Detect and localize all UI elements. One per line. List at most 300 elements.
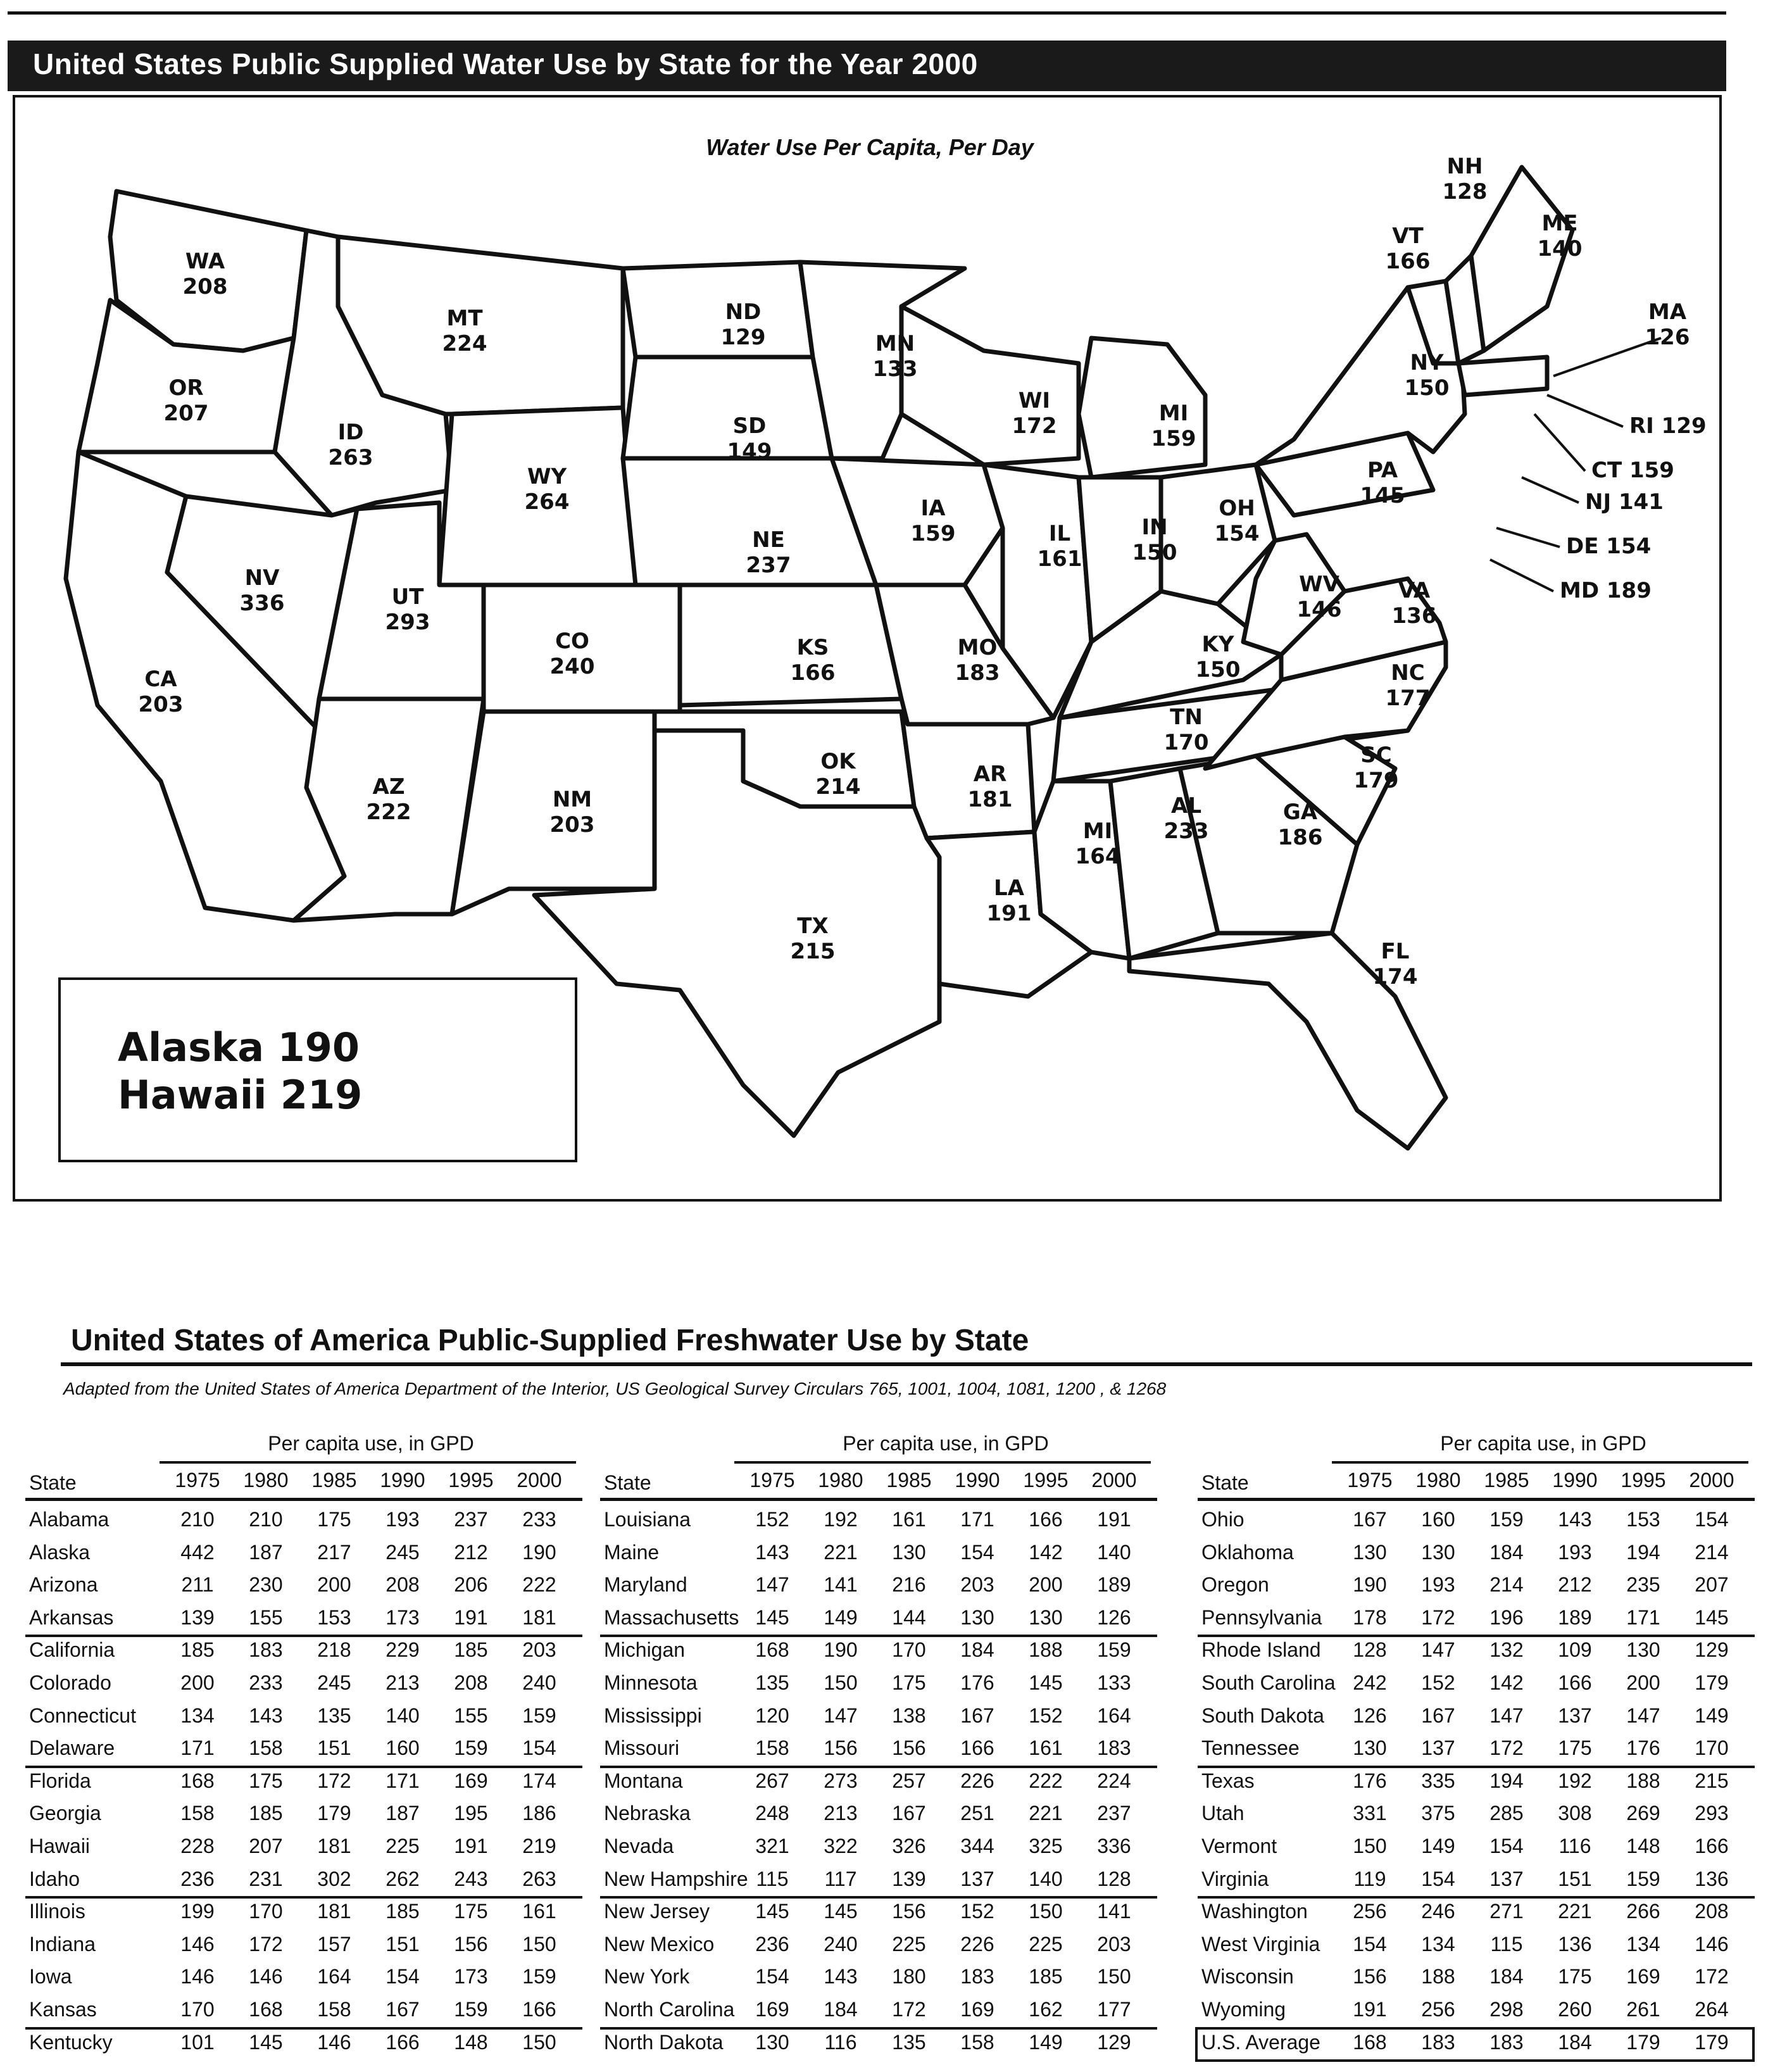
value-cell: 101 [180, 2030, 215, 2054]
value-cell: 260 [1558, 1998, 1592, 2021]
state-name-cell: Idaho [29, 1867, 80, 1890]
bottom-group-rule [25, 2027, 582, 2030]
group-header: Per capita use, in GPD [843, 1432, 1049, 1455]
value-cell: 194 [1489, 1769, 1524, 1792]
label-TX: TX 215 [790, 914, 836, 964]
value-cell: 130 [1029, 1605, 1063, 1629]
value-cell: 151 [1558, 1867, 1592, 1890]
value-cell: 212 [454, 1540, 488, 1564]
label-TN: TN 170 [1163, 705, 1209, 755]
value-cell: 158 [960, 2030, 994, 2054]
state-name-cell: Hawaii [29, 1835, 91, 1857]
state-ND [623, 262, 813, 357]
value-cell: 145 [1029, 1671, 1063, 1694]
value-cell: 256 [1421, 1998, 1455, 2021]
group-rule [1198, 1896, 1755, 1899]
value-cell: 136 [1695, 1867, 1729, 1890]
state-name-cell: South Carolina [1201, 1671, 1336, 1694]
value-cell: 171 [386, 1769, 420, 1792]
value-cell: 172 [317, 1769, 351, 1792]
value-cell: 171 [1626, 1605, 1660, 1629]
value-cell: 237 [454, 1508, 488, 1531]
value-cell: 175 [317, 1508, 351, 1531]
value-cell: 169 [1626, 1965, 1660, 1988]
value-cell: 145 [1695, 1605, 1729, 1629]
alaska-hawaii-inset [58, 977, 577, 1162]
value-cell: 170 [1695, 1736, 1729, 1760]
value-cell: 344 [960, 1835, 994, 1857]
state-name-cell: Illinois [29, 1900, 85, 1923]
value-cell: 203 [522, 1638, 556, 1662]
year-header: 1995 [448, 1469, 494, 1491]
value-cell: 191 [1097, 1508, 1131, 1531]
value-cell: 181 [522, 1605, 556, 1629]
state-AR [901, 712, 1034, 838]
value-cell: 155 [454, 1704, 488, 1727]
value-cell: 159 [454, 1998, 488, 2021]
label-VA: VA 136 [1391, 578, 1437, 629]
value-cell: 261 [1626, 1998, 1660, 2021]
value-cell: 166 [386, 2030, 420, 2054]
state-name-cell: New Jersey [604, 1900, 710, 1923]
value-cell: 168 [180, 1769, 215, 1792]
value-cell: 139 [892, 1867, 926, 1890]
state-name-cell: Wisconsin [1201, 1965, 1294, 1988]
value-cell: 173 [454, 1965, 488, 1988]
label-IL: IL 161 [1037, 521, 1082, 572]
state-name-cell: Virginia [1201, 1867, 1269, 1890]
year-header: 1980 [818, 1469, 863, 1491]
us-average-box [1195, 2027, 1755, 2063]
value-cell: 135 [892, 2030, 926, 2054]
label-LA: LA 191 [986, 876, 1032, 926]
value-cell: 149 [1029, 2030, 1063, 2054]
value-cell: 221 [1558, 1900, 1592, 1923]
value-cell: 161 [522, 1900, 556, 1923]
value-cell: 208 [386, 1573, 420, 1597]
year-header: 1985 [311, 1469, 357, 1491]
group-rule [1198, 1635, 1755, 1637]
group-header-rule [734, 1461, 1151, 1464]
year-header: 1975 [175, 1469, 220, 1491]
label-GA: GA 186 [1277, 800, 1323, 850]
value-cell: 167 [1421, 1704, 1455, 1727]
value-cell: 236 [755, 1932, 789, 1956]
group-header-rule [1332, 1461, 1748, 1464]
value-cell: 169 [454, 1769, 488, 1792]
value-cell: 167 [892, 1802, 926, 1825]
value-cell: 321 [755, 1835, 789, 1857]
value-cell: 154 [960, 1540, 994, 1564]
year-header: 1980 [243, 1469, 289, 1491]
value-cell: 161 [1029, 1736, 1063, 1760]
table-block [25, 1432, 582, 2065]
value-cell: 169 [755, 1998, 789, 2021]
table-source: Adapted from the United States of America Department of the Interior, US Geological Survey Circulars 765, 1001, 1004, 1081, 1200 , & 1268 [63, 1379, 1167, 1398]
value-cell: 147 [1421, 1638, 1455, 1662]
value-cell: 167 [386, 1998, 420, 2021]
value-cell: 134 [1421, 1932, 1455, 1956]
value-cell: 146 [180, 1932, 215, 1956]
state-name-cell: Florida [29, 1769, 91, 1792]
value-cell: 154 [1421, 1867, 1455, 1890]
label-ID: ID 263 [328, 420, 373, 470]
value-cell: 153 [317, 1605, 351, 1629]
value-cell: 160 [386, 1736, 420, 1760]
value-cell: 203 [960, 1573, 994, 1597]
state-WI [901, 306, 1079, 465]
value-cell: 138 [892, 1704, 926, 1727]
value-cell: 154 [1489, 1835, 1524, 1857]
label-NC: NC 177 [1385, 660, 1431, 711]
value-cell: 184 [1489, 1540, 1524, 1564]
value-cell: 172 [249, 1932, 283, 1956]
value-cell: 285 [1489, 1802, 1524, 1825]
value-cell: 156 [892, 1900, 926, 1923]
value-cell: 233 [249, 1671, 283, 1694]
label-NH: NH 128 [1442, 154, 1488, 204]
header-rule [600, 1498, 1157, 1501]
label-OK: OK 214 [815, 749, 861, 800]
value-cell: 162 [1029, 1998, 1063, 2021]
value-cell: 146 [317, 2030, 351, 2054]
header-rule [1198, 1498, 1755, 1501]
value-cell: 179 [1626, 2030, 1660, 2054]
value-cell: 145 [824, 1900, 858, 1923]
value-cell: 150 [1353, 1835, 1387, 1857]
value-cell: 218 [317, 1638, 351, 1662]
label-MI: MI 159 [1151, 401, 1196, 451]
value-cell: 210 [180, 1508, 215, 1531]
label-IN: IN 150 [1132, 515, 1177, 565]
label-AR: AR 181 [967, 762, 1013, 812]
value-cell: 442 [180, 1540, 215, 1564]
value-cell: 176 [1626, 1736, 1660, 1760]
value-cell: 153 [1626, 1508, 1660, 1531]
group-rule [600, 1766, 1157, 1768]
value-cell: 148 [1626, 1835, 1660, 1857]
value-cell: 150 [824, 1671, 858, 1694]
state-header: State [29, 1471, 77, 1494]
value-cell: 159 [1626, 1867, 1660, 1890]
value-cell: 222 [522, 1573, 556, 1597]
value-cell: 185 [249, 1802, 283, 1825]
group-rule [25, 1766, 582, 1768]
label-WV: WV 146 [1296, 572, 1342, 622]
value-cell: 135 [317, 1704, 351, 1727]
value-cell: 190 [1353, 1573, 1387, 1597]
header-rule [25, 1498, 582, 1501]
state-name-cell: Nevada [604, 1835, 674, 1857]
value-cell: 130 [892, 1540, 926, 1564]
value-cell: 156 [454, 1932, 488, 1956]
group-header: Per capita use, in GPD [1440, 1432, 1646, 1455]
value-cell: 177 [1097, 1998, 1131, 2021]
label-CT: CT 159 [1591, 458, 1674, 483]
state-name-cell: Rhode Island [1201, 1638, 1321, 1662]
state-name-cell: Georgia [29, 1802, 101, 1825]
state-name-cell: Montana [604, 1769, 683, 1792]
value-cell: 168 [249, 1998, 283, 2021]
value-cell: 195 [454, 1802, 488, 1825]
state-name-cell: Kentucky [29, 2030, 113, 2054]
state-name-cell: West Virginia [1201, 1932, 1320, 1956]
state-name-cell: Arkansas [29, 1605, 114, 1629]
state-name-cell: New Mexico [604, 1932, 715, 1956]
value-cell: 293 [1695, 1802, 1729, 1825]
value-cell: 130 [1353, 1540, 1387, 1564]
value-cell: 221 [1029, 1802, 1063, 1825]
value-cell: 147 [755, 1573, 789, 1597]
state-name-cell: Massachusetts [604, 1605, 739, 1629]
value-cell: 140 [1029, 1867, 1063, 1890]
table-block [600, 1432, 1157, 2065]
year-header: 1985 [1484, 1469, 1529, 1491]
state-name-cell: Louisiana [604, 1508, 691, 1531]
value-cell: 126 [1097, 1605, 1131, 1629]
value-cell: 185 [454, 1638, 488, 1662]
value-cell: 200 [317, 1573, 351, 1597]
value-cell: 207 [1695, 1573, 1729, 1597]
value-cell: 169 [960, 1998, 994, 2021]
value-cell: 179 [317, 1802, 351, 1825]
value-cell: 180 [892, 1965, 926, 1988]
value-cell: 151 [386, 1932, 420, 1956]
value-cell: 152 [960, 1900, 994, 1923]
group-rule [25, 1635, 582, 1637]
state-name-cell: Tennessee [1201, 1736, 1300, 1760]
value-cell: 134 [180, 1704, 215, 1727]
value-cell: 175 [454, 1900, 488, 1923]
state-name-cell: Connecticut [29, 1704, 136, 1727]
value-cell: 137 [1489, 1867, 1524, 1890]
value-cell: 161 [892, 1508, 926, 1531]
value-cell: 166 [522, 1998, 556, 2021]
value-cell: 215 [1695, 1769, 1729, 1792]
state-name-cell: Texas [1201, 1769, 1255, 1792]
state-name-cell: North Carolina [604, 1998, 735, 2021]
value-cell: 235 [1626, 1573, 1660, 1597]
value-cell: 140 [1097, 1540, 1131, 1564]
value-cell: 203 [1097, 1932, 1131, 1956]
label-NE: NE 237 [746, 527, 791, 578]
value-cell: 242 [1353, 1671, 1387, 1694]
value-cell: 240 [824, 1932, 858, 1956]
value-cell: 248 [755, 1802, 789, 1825]
value-cell: 155 [249, 1605, 283, 1629]
label-SC: SC 179 [1353, 743, 1399, 793]
value-cell: 147 [1626, 1704, 1660, 1727]
value-cell: 214 [1695, 1540, 1729, 1564]
value-cell: 160 [1421, 1508, 1455, 1531]
year-header: 2000 [1091, 1469, 1137, 1491]
value-cell: 146 [180, 1965, 215, 1988]
label-MT: MT 224 [442, 306, 487, 356]
value-cell: 200 [1626, 1671, 1660, 1694]
value-cell: 156 [824, 1736, 858, 1760]
value-cell: 166 [1558, 1671, 1592, 1694]
value-cell: 228 [180, 1835, 215, 1857]
label-MS: MI 164 [1075, 819, 1120, 869]
value-cell: 140 [386, 1704, 420, 1727]
value-cell: 170 [892, 1638, 926, 1662]
value-cell: 150 [1097, 1965, 1131, 1988]
value-cell: 186 [522, 1802, 556, 1825]
value-cell: 149 [1421, 1835, 1455, 1857]
value-cell: 154 [386, 1965, 420, 1988]
value-cell: 172 [1489, 1736, 1524, 1760]
year-header: 1995 [1023, 1469, 1069, 1491]
label-OH: OH 154 [1214, 496, 1260, 546]
value-cell: 181 [317, 1835, 351, 1857]
value-cell: 262 [386, 1867, 420, 1890]
year-header: 1975 [1347, 1469, 1393, 1491]
value-cell: 200 [1029, 1573, 1063, 1597]
state-name-cell: Oregon [1201, 1573, 1269, 1597]
top-rule [8, 11, 1726, 15]
value-cell: 257 [892, 1769, 926, 1792]
year-header: 1990 [955, 1469, 1000, 1491]
state-name-cell: Alaska [29, 1540, 91, 1564]
value-cell: 133 [1097, 1671, 1131, 1694]
value-cell: 136 [1558, 1932, 1592, 1956]
state-name-cell: Delaware [29, 1736, 115, 1760]
state-name-cell: Nebraska [604, 1802, 691, 1825]
value-cell: 192 [824, 1508, 858, 1531]
value-cell: 184 [1489, 1965, 1524, 1988]
label-MO: MO 183 [955, 635, 1000, 686]
value-cell: 225 [386, 1835, 420, 1857]
value-cell: 150 [522, 2030, 556, 2054]
value-cell: 302 [317, 1867, 351, 1890]
value-cell: 217 [317, 1540, 351, 1564]
value-cell: 170 [180, 1998, 215, 2021]
label-WY: WY 264 [524, 464, 570, 515]
value-cell: 157 [317, 1932, 351, 1956]
value-cell: 230 [249, 1573, 283, 1597]
label-WA: WA 208 [182, 249, 228, 299]
state-name-cell: Indiana [29, 1932, 96, 1956]
value-cell: 183 [249, 1638, 283, 1662]
value-cell: 214 [1489, 1573, 1524, 1597]
value-cell: 142 [1029, 1540, 1063, 1564]
value-cell: 226 [960, 1932, 994, 1956]
value-cell: 139 [180, 1605, 215, 1629]
value-cell: 226 [960, 1769, 994, 1792]
value-cell: 211 [181, 1573, 214, 1597]
year-header: 1995 [1621, 1469, 1666, 1491]
label-AZ: AZ 222 [366, 774, 411, 825]
value-cell: 189 [1097, 1573, 1131, 1597]
value-cell: 143 [824, 1965, 858, 1988]
group-rule [600, 1635, 1157, 1637]
value-cell: 146 [249, 1965, 283, 1988]
value-cell: 185 [386, 1900, 420, 1923]
value-cell: 152 [1029, 1704, 1063, 1727]
map-subtitle: Water Use Per Capita, Per Day [706, 134, 1034, 160]
year-header: 1980 [1415, 1469, 1461, 1491]
value-cell: 159 [1489, 1508, 1524, 1531]
label-CO: CO 240 [549, 629, 595, 679]
value-cell: 188 [1626, 1769, 1660, 1792]
value-cell: 181 [317, 1900, 351, 1923]
value-cell: 130 [1626, 1638, 1660, 1662]
group-header-rule [160, 1461, 576, 1464]
label-ME: ME 140 [1537, 211, 1583, 261]
value-cell: 129 [1695, 1638, 1729, 1662]
value-cell: 175 [1558, 1965, 1592, 1988]
value-cell: 135 [755, 1671, 789, 1694]
value-cell: 194 [1626, 1540, 1660, 1564]
label-NM: NM 203 [549, 787, 595, 838]
state-name-cell: North Dakota [604, 2030, 724, 2054]
value-cell: 243 [454, 1867, 488, 1890]
value-cell: 158 [317, 1998, 351, 2021]
value-cell: 263 [522, 1867, 556, 1890]
value-cell: 130 [755, 2030, 789, 2054]
value-cell: 154 [755, 1965, 789, 1988]
group-rule [25, 1896, 582, 1899]
value-cell: 185 [180, 1638, 215, 1662]
value-cell: 256 [1353, 1900, 1387, 1923]
value-cell: 152 [1421, 1671, 1455, 1694]
value-cell: 221 [824, 1540, 858, 1564]
state-KS [680, 585, 901, 705]
value-cell: 159 [522, 1965, 556, 1988]
value-cell: 222 [1029, 1769, 1063, 1792]
value-cell: 145 [755, 1605, 789, 1629]
value-cell: 175 [892, 1671, 926, 1694]
group-rule [600, 1896, 1157, 1899]
map-title: United States Public Supplied Water Use by State for the Year 2000 [33, 47, 978, 80]
state-name-cell: New York [604, 1965, 690, 1988]
map-frame [13, 95, 1722, 1202]
value-cell: 144 [892, 1605, 926, 1629]
label-UT: UT 293 [385, 584, 430, 635]
value-cell: 159 [454, 1736, 488, 1760]
value-cell: 216 [892, 1573, 926, 1597]
value-cell: 128 [1353, 1638, 1387, 1662]
value-cell: 132 [1489, 1638, 1524, 1662]
value-cell: 193 [1421, 1573, 1455, 1597]
label-RI: RI 129 [1629, 413, 1707, 439]
value-cell: 184 [960, 1638, 994, 1662]
value-cell: 158 [180, 1802, 215, 1825]
value-cell: 149 [824, 1605, 858, 1629]
value-cell: 208 [454, 1671, 488, 1694]
value-cell: 191 [454, 1605, 488, 1629]
value-cell: 183 [1421, 2030, 1455, 2054]
value-cell: 240 [522, 1671, 556, 1694]
value-cell: 128 [1097, 1867, 1131, 1890]
value-cell: 151 [317, 1736, 351, 1760]
value-cell: 219 [522, 1835, 556, 1857]
value-cell: 179 [1695, 1671, 1729, 1694]
state-name-cell: New Hampshire [604, 1867, 748, 1890]
value-cell: 156 [892, 1736, 926, 1760]
value-cell: 183 [1097, 1736, 1131, 1760]
value-cell: 164 [1097, 1704, 1131, 1727]
callouts [1490, 299, 1707, 603]
value-cell: 224 [1097, 1769, 1131, 1792]
value-cell: 335 [1421, 1769, 1455, 1792]
value-cell: 141 [824, 1573, 858, 1597]
label-MA: MA 126 [1645, 299, 1690, 350]
value-cell: 146 [1695, 1932, 1729, 1956]
state-name-cell: Wyoming [1201, 1998, 1286, 2021]
value-cell: 115 [756, 1867, 789, 1890]
value-cell: 322 [824, 1835, 858, 1857]
